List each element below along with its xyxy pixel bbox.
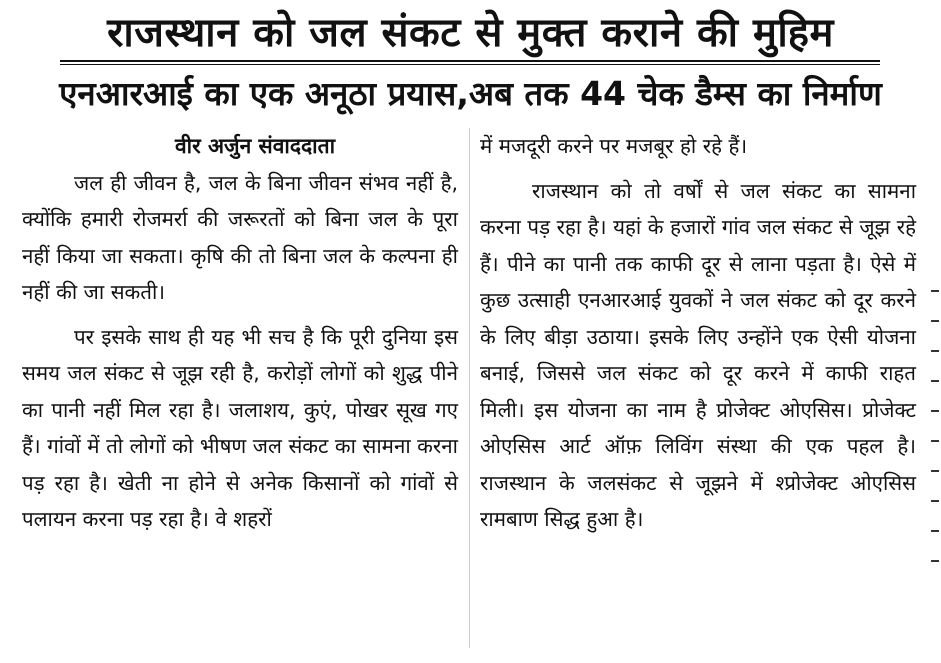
paragraph-continuation: में मजदूरी करने पर मजबूर हो रहे हैं। [480, 134, 748, 158]
headline: राजस्थान को जल संकट से मुक्त कराने की मुहिम [107, 10, 834, 56]
headline-rule-thin [60, 64, 880, 65]
headline-rule [60, 60, 880, 62]
column-divider [469, 128, 470, 648]
byline: वीर अर्जुन संवाददाता [174, 134, 336, 158]
adjacent-column-edge [931, 290, 941, 630]
subheadline: एनआरआई का एक अनूठा प्रयास,अब तक 44 चेक डैम्स का निर्माण [59, 74, 882, 113]
paragraph: पर इसके साथ ही यह भी सच है कि पूरी दुनिया इस समय जल संकट से जूझ रही है, करोड़ों लोगों को शुद्ध पीने का पानी नहीं मिल रहा है। जलाशय, कुएं, पोखर सूख गए हैं। गांवों में तो लोगों को भीषण जल संकट का सामना करना पड़ रहा है। खेती ना होने से अनेक किसानों को गांवों से पलायन करना पड़ रहा है। वे शहरों [22, 324, 458, 531]
paragraph: जल ही जीवन है, जल के बिना जीवन संभव नहीं है, क्योंकि हमारी रोजमर्रा की जरूरतों को बिना जल के पूरा नहीं किया जा सकता। कृषि की तो बिना जल के कल्पना ही नहीं की जा सकती। [22, 170, 458, 304]
right-column [480, 128, 916, 538]
paragraph: राजस्थान को तो वर्षों से जल संकट का सामना करना पड़ रहा है। यहां के हजारों गांव जल संकट से जूझ रहे हैं। पीने का पानी तक काफी दूर से लाना पड़ता है। ऐसे में कुछ उत्साही एनआरआई युवकों ने जल संकट को दूर करने के लिए बीड़ा उठाया। इसके लिए उन्होंने एक ऐसी योजना बनाई, जिससे जल संकट को दूर करने में काफी राहत मिली। इस योजना का नाम है प्रोजेक्ट ओएसिस। प्रोजेक्ट ओएसिस आर्ट ऑफ़ लिविंग संस्था की एक पहल है। राजस्थान के जलसंकट से जूझने में श्प्रोजेक्ट ओएसिस रामबाण सिद्ध हुआ है। [480, 178, 916, 531]
left-column [22, 128, 458, 538]
